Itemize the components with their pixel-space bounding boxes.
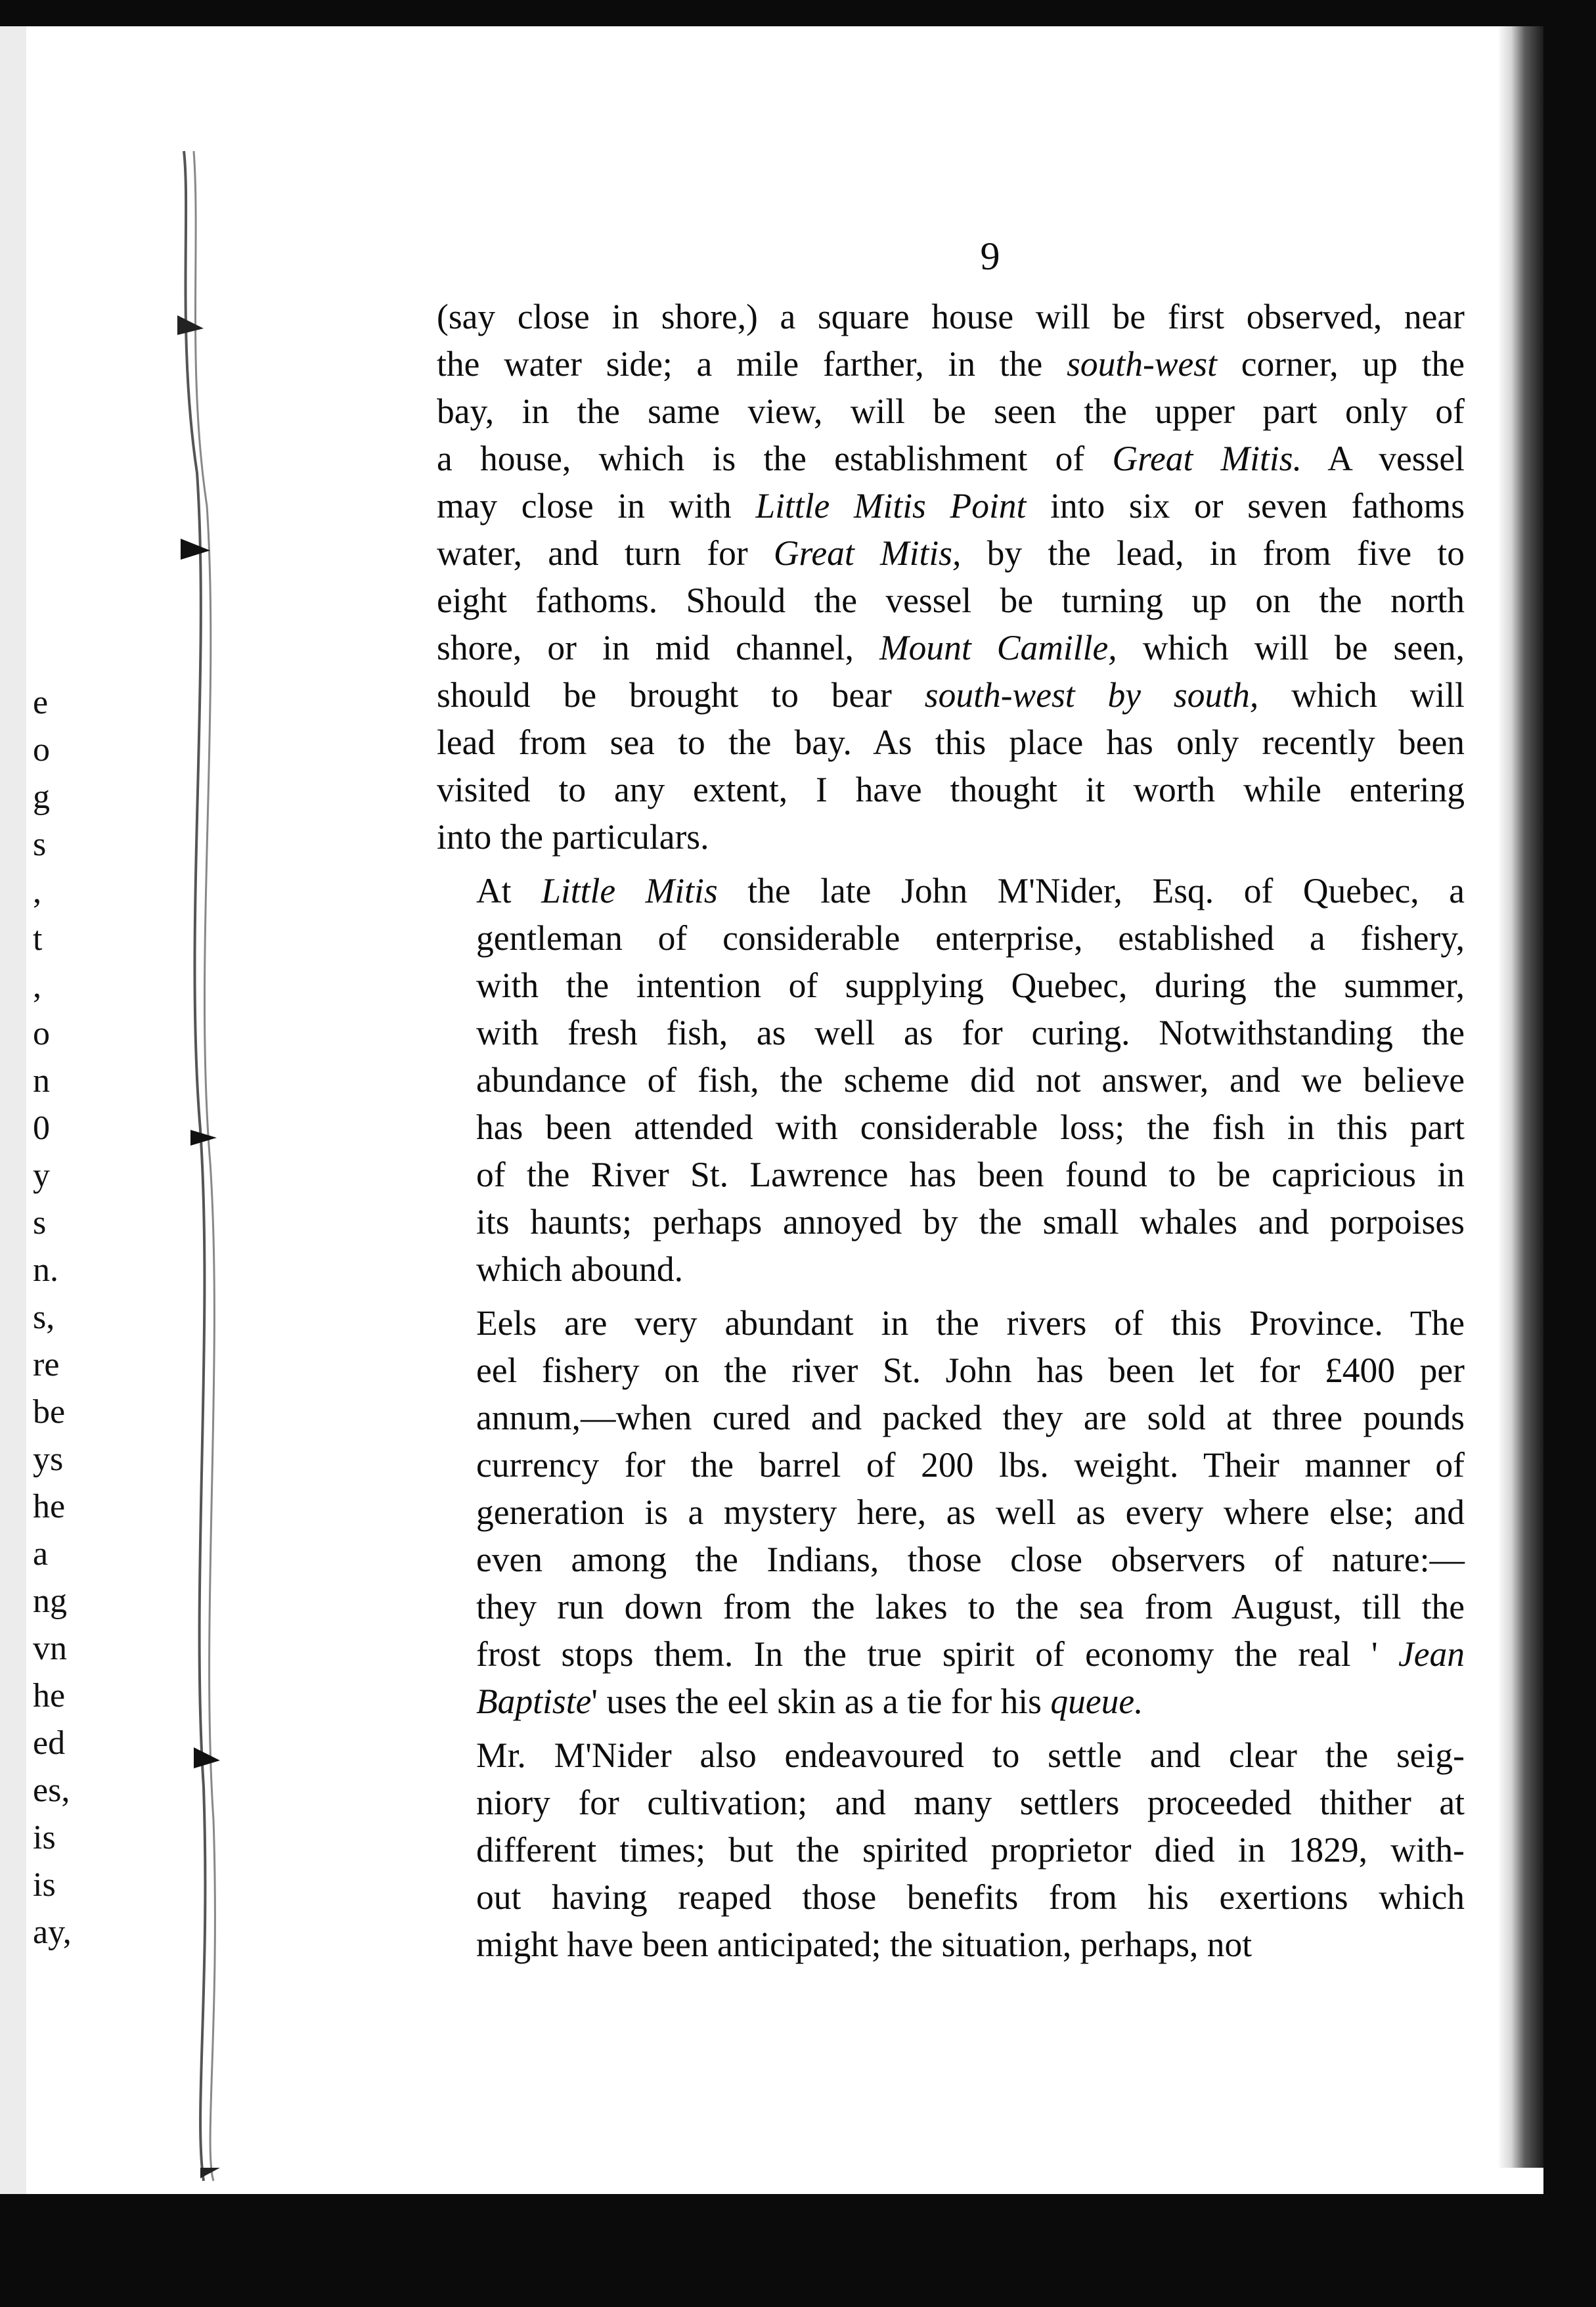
page-body	[437, 223, 1465, 1968]
text-line: different times; but the spirited proprietor died in 1829, with-	[476, 1830, 1465, 1870]
previous-page-fragment: is	[33, 1866, 56, 1904]
previous-page-fragment: vn	[33, 1630, 67, 1667]
text-line: out having reaped those benefits from his exertions which	[476, 1877, 1465, 1917]
paragraph-4	[437, 1732, 1465, 1968]
text-line: a house, which is the establishment of Great Mitis. A vessel	[437, 439, 1465, 478]
text-line: At Little Mitis the late John M'Nider, Esq. of Quebec, a	[476, 871, 1465, 910]
previous-page-fragment: n.	[33, 1251, 58, 1289]
previous-page-fragment: es,	[33, 1772, 70, 1809]
previous-page-fragment: a	[33, 1535, 49, 1573]
text-line: Baptiste' uses the eel skin as a tie for his queue.	[476, 1682, 1143, 1721]
text-line: shore, or in mid channel, Mount Camille, which will be seen,	[437, 628, 1465, 667]
text-line: generation is a mystery here, as well as every where else; and	[476, 1492, 1465, 1532]
text-line: with fresh fish, as well as for curing. Notwithstanding the	[476, 1013, 1465, 1052]
text-line: frost stops them. In the true spirit of economy the real ' Jean	[476, 1634, 1465, 1674]
text-line: they run down from the lakes to the sea from August, till the	[476, 1587, 1465, 1626]
scanned-page	[26, 26, 1543, 2194]
previous-page-fragment: n	[33, 1062, 50, 1100]
text-line: the water side; a mile farther, in the south-west corner, up the	[437, 344, 1465, 384]
previous-page-fragment: e	[33, 684, 49, 721]
previous-page-fragment: t	[33, 920, 43, 958]
text-line: eight fathoms. Should the vessel be turning up on the north	[437, 581, 1465, 620]
text-line: may close in with Little Mitis Point into six or seven fathoms	[437, 486, 1465, 526]
text-line: (say close in shore,) a square house will be first observed, near	[437, 297, 1465, 336]
previous-page-fragment: ,	[33, 873, 41, 910]
previous-page-fragment: ed	[33, 1724, 66, 1762]
text-line: niory for cultivation; and many settlers proceeded thither at	[476, 1783, 1465, 1822]
previous-page-fragment: s	[33, 1204, 47, 1242]
text-line: with the intention of supplying Quebec, during the summer,	[476, 966, 1465, 1005]
paragraph-1	[437, 293, 1465, 861]
previous-page-fragment: s	[33, 826, 47, 863]
text-line: abundance of fish, the scheme did not answer, and we believe	[476, 1060, 1465, 1100]
previous-page-fragment: he	[33, 1677, 66, 1714]
right-page-edge	[1497, 26, 1543, 2168]
paragraph-2	[437, 867, 1465, 1293]
binding-thread-graphic	[85, 79, 243, 2220]
page-number: 9	[980, 235, 1000, 278]
text-line: lead from sea to the bay. As this place has only recently been	[437, 723, 1465, 762]
previous-page-fragment: ay,	[33, 1914, 72, 1951]
text-line: its haunts; perhaps annoyed by the small whales and porpoises	[476, 1202, 1465, 1242]
text-line: annum,—when cured and packed they are sold at three pounds	[476, 1398, 1465, 1437]
previous-page-fragment: re	[33, 1346, 60, 1383]
previous-page-fragment: ,	[33, 968, 41, 1005]
previous-page-fragment: is	[33, 1819, 56, 1856]
previous-page-edge	[26, 26, 85, 2194]
previous-page-fragment: 0	[33, 1109, 50, 1147]
previous-page-fragment: y	[33, 1157, 50, 1194]
text-line: which abound.	[476, 1249, 683, 1289]
text-line: currency for the barrel of 200 lbs. weight. Their manner of	[476, 1445, 1465, 1485]
text-line: into the particulars.	[437, 817, 709, 857]
text-line: visited to any extent, I have thought it worth while entering	[437, 770, 1465, 809]
text-line: should be brought to bear south-west by south, which will	[437, 675, 1465, 715]
text-line: Eels are very abundant in the rivers of this Province. The	[476, 1303, 1465, 1343]
text-line: Mr. M'Nider also endeavoured to settle and clear the seig-	[476, 1736, 1465, 1775]
text-line: water, and turn for Great Mitis, by the lead, in from five to	[437, 533, 1465, 573]
binding-gutter	[85, 79, 243, 2220]
previous-page-fragment: g	[33, 778, 50, 816]
previous-page-fragment: ys	[33, 1441, 64, 1478]
previous-page-fragment: o	[33, 731, 50, 769]
previous-page-fragment: be	[33, 1393, 66, 1431]
previous-page-fragment: s,	[33, 1299, 55, 1336]
scanner-margin	[0, 26, 26, 2194]
text-line: gentleman of considerable enterprise, established a fishery,	[476, 918, 1465, 958]
text-line: bay, in the same view, will be seen the upper part only of	[437, 392, 1465, 431]
paragraph-3	[437, 1299, 1465, 1725]
previous-page-fragment: ng	[33, 1582, 67, 1620]
text-line: eel fishery on the river St. John has been let for £400 per	[476, 1351, 1465, 1390]
previous-page-fragment: he	[33, 1488, 66, 1525]
text-line: of the River St. Lawrence has been found to be capricious in	[476, 1155, 1465, 1194]
text-line: even among the Indians, those close observers of nature:—	[476, 1540, 1465, 1579]
previous-page-fragment: o	[33, 1015, 50, 1052]
text-line: has been attended with considerable loss; the fish in this part	[476, 1108, 1465, 1147]
text-line: might have been anticipated; the situation, perhaps, not	[476, 1925, 1252, 1964]
text-body	[437, 293, 1465, 1968]
